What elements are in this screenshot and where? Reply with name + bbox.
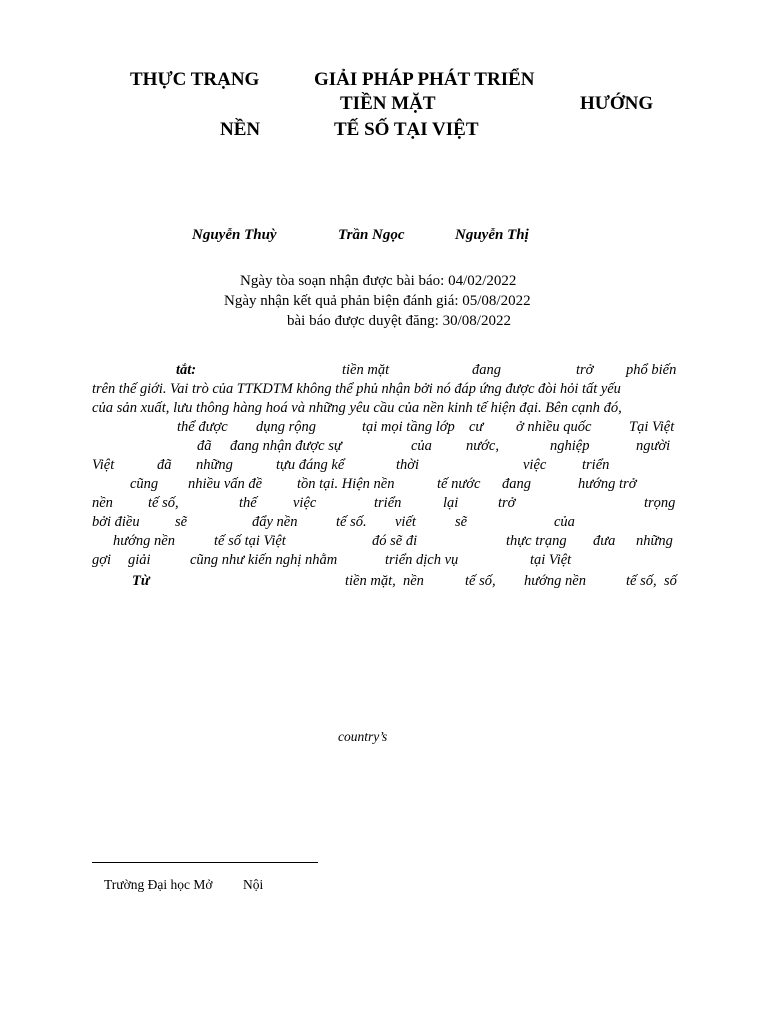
abstract-word: tiền mặt bbox=[342, 362, 390, 378]
keyword: tế số, bbox=[626, 573, 657, 589]
title-line3-part2: TẾ SỐ TẠI VIỆT bbox=[334, 119, 479, 140]
title-line1-part2: GIẢI PHÁP PHÁT TRIỂN bbox=[314, 69, 535, 90]
abstract-word: tựu đáng kể bbox=[276, 457, 345, 473]
abstract-word: lại bbox=[443, 495, 459, 511]
abstract-word: đang nhận được sự bbox=[230, 438, 342, 454]
abstract-word: thế bbox=[239, 495, 257, 511]
title-line1-part1: THỰC TRẠNG bbox=[130, 69, 260, 90]
abstract-word: thực trạng bbox=[506, 533, 567, 549]
abstract-word: trọng bbox=[644, 495, 676, 511]
author-3: Nguyễn Thị bbox=[455, 227, 529, 243]
date-received: Ngày tòa soạn nhận được bài báo: 04/02/2022 bbox=[240, 273, 517, 289]
title-line2-part1: TIỀN MẶT bbox=[340, 93, 436, 114]
abstract-word: gợi bbox=[92, 552, 112, 568]
abstract-word: hướng nền bbox=[113, 533, 175, 549]
abstract-label: tắt: bbox=[176, 362, 197, 378]
abstract-word: cũng bbox=[130, 476, 159, 492]
abstract-word: sẽ bbox=[175, 514, 188, 530]
date-reviewed: Ngày nhận kết quả phản biện đánh giá: 05/08/2022 bbox=[224, 293, 531, 309]
abstract-word: Việt bbox=[92, 457, 115, 473]
abstract-word: tại mọi tầng lớp bbox=[362, 419, 455, 435]
abstract-word: đã bbox=[197, 438, 212, 454]
abstract-word: những bbox=[196, 457, 233, 473]
abstract-word: đó sẽ đi bbox=[372, 533, 418, 549]
date-accepted: bài báo được duyệt đăng: 30/08/2022 bbox=[287, 313, 511, 329]
abstract-word: giải bbox=[128, 552, 151, 568]
abstract-word: phổ biến bbox=[626, 362, 677, 378]
abstract-word: bởi điều bbox=[92, 514, 140, 530]
abstract-word: đã bbox=[157, 457, 172, 473]
english-fragment: country’s bbox=[338, 729, 388, 744]
abstract-word: việc bbox=[293, 495, 317, 511]
abstract-word: trở bbox=[576, 362, 594, 378]
keyword: tiền mặt, bbox=[345, 573, 396, 589]
abstract-line: trên thế giới. Vai trò của TTKDTM không thể phủ nhận bởi nó đáp ứng được đòi hỏi tất yếu bbox=[92, 381, 621, 397]
abstract-word: của bbox=[554, 514, 575, 530]
abstract-word: viết bbox=[395, 514, 416, 530]
abstract-word: tại Việt bbox=[530, 552, 572, 568]
abstract-word: nước, bbox=[466, 438, 499, 454]
abstract-word: người bbox=[636, 438, 671, 454]
abstract-word: của bbox=[411, 438, 432, 454]
abstract-word: triển dịch vụ bbox=[385, 552, 459, 568]
abstract-word: triển bbox=[582, 457, 610, 473]
keyword: hướng nền bbox=[524, 573, 586, 589]
title-line2-part2: HƯỚNG bbox=[580, 93, 654, 114]
abstract-word: sẽ bbox=[455, 514, 468, 530]
abstract-word: nghiệp bbox=[550, 438, 590, 454]
abstract-word: dụng rộng bbox=[256, 419, 317, 435]
footnote-city: Nội bbox=[243, 877, 264, 892]
abstract-word: thời bbox=[396, 457, 420, 473]
abstract-word: ở nhiều quốc bbox=[516, 419, 592, 435]
abstract-word: tế số tại Việt bbox=[214, 533, 286, 549]
abstract-word: tế nước bbox=[437, 476, 481, 492]
abstract-word: tồn tại. Hiện nền bbox=[297, 476, 395, 492]
abstract-word: những bbox=[636, 533, 673, 549]
abstract-word: thể được bbox=[177, 419, 228, 435]
abstract-word: cư bbox=[469, 419, 484, 435]
footnote-affiliation: Trường Đại học Mở bbox=[104, 877, 213, 892]
abstract-word: trở bbox=[498, 495, 516, 511]
keyword: số bbox=[664, 573, 677, 589]
abstract-word: tế số. bbox=[336, 514, 367, 530]
abstract-word: Tại Việt bbox=[629, 419, 675, 435]
abstract-word: việc bbox=[523, 457, 547, 473]
abstract-word: cũng như kiến nghị nhằm bbox=[190, 552, 338, 568]
abstract-word: triển bbox=[374, 495, 402, 511]
abstract-word: đẩy nền bbox=[252, 514, 298, 530]
abstract-word: đang bbox=[502, 476, 531, 492]
abstract-word: hướng trở bbox=[578, 476, 637, 492]
abstract-word: đưa bbox=[593, 533, 616, 549]
author-1: Nguyễn Thuỳ bbox=[192, 227, 277, 243]
abstract-word: đang bbox=[472, 362, 501, 378]
abstract-word: nền bbox=[92, 495, 113, 511]
keywords-label: Từ bbox=[132, 573, 150, 589]
footnote-rule bbox=[92, 862, 318, 863]
abstract-line: của sản xuất, lưu thông hàng hoá và những yêu cầu của nền kinh tế hiện đại. Bên cạnh đó, bbox=[92, 400, 622, 416]
abstract-word: nhiều vấn đề bbox=[188, 476, 263, 492]
author-2: Trần Ngọc bbox=[338, 227, 405, 243]
title-line3-part1: NỀN bbox=[220, 119, 261, 140]
keyword: tế số, bbox=[465, 573, 496, 589]
abstract-word: tế số, bbox=[148, 495, 179, 511]
keyword: nền bbox=[403, 573, 424, 589]
